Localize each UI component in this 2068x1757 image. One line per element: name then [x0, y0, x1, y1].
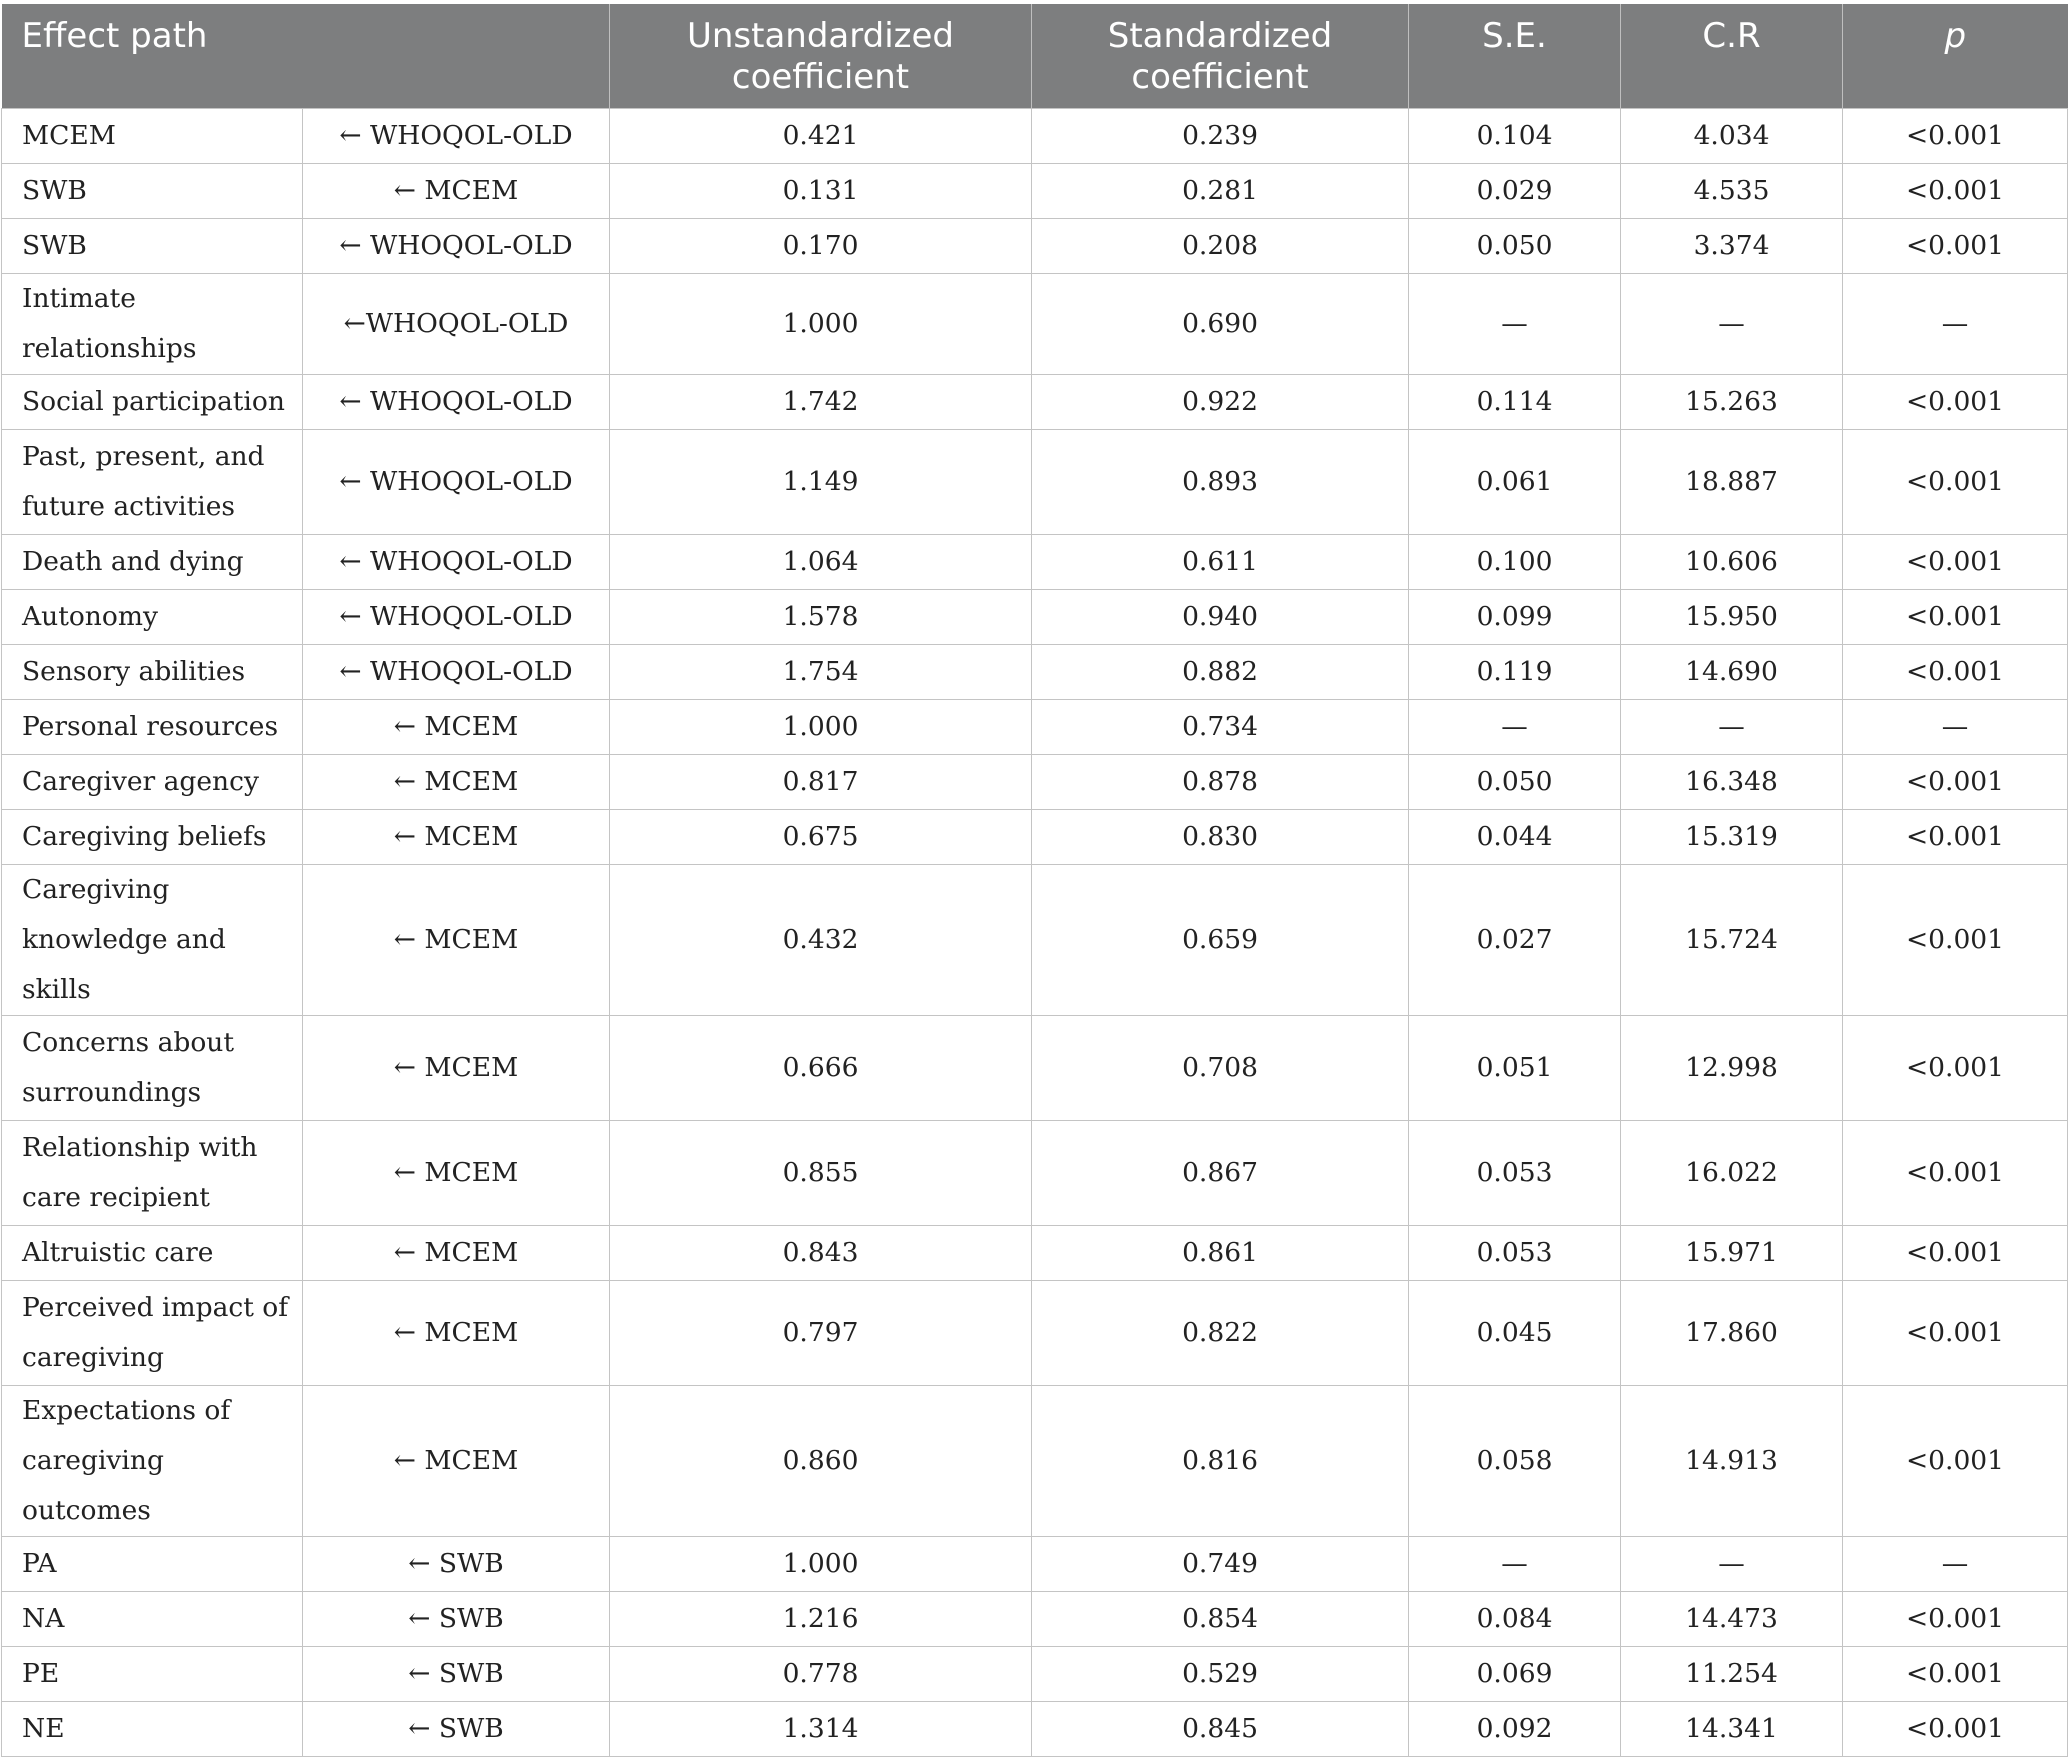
cell-effect: Personal resources: [2, 699, 303, 754]
cell-unstandardized-coefficient: 0.131: [610, 163, 1032, 218]
table-header: [2, 4, 2068, 108]
cell-standardized-coefficient: 0.749: [1032, 1536, 1409, 1591]
cell-unstandardized-coefficient: 0.817: [610, 754, 1032, 809]
cell-standard-error: 0.044: [1409, 809, 1621, 864]
cell-p-value: <0.001: [1843, 218, 2068, 273]
cell-unstandardized-coefficient: 1.000: [610, 699, 1032, 754]
cell-standardized-coefficient: 0.734: [1032, 699, 1409, 754]
cell-path: ← MCEM: [303, 1225, 610, 1280]
cell-critical-ratio: 4.034: [1621, 108, 1843, 163]
cell-standardized-coefficient: 0.845: [1032, 1701, 1409, 1756]
cell-critical-ratio: 14.473: [1621, 1591, 1843, 1646]
table-row: [2, 273, 2068, 374]
cell-critical-ratio: 15.971: [1621, 1225, 1843, 1280]
cell-p-value: <0.001: [1843, 809, 2068, 864]
cell-effect: Perceived impact of caregiving: [2, 1280, 303, 1385]
cell-effect: Caregiving knowledge and skills: [2, 864, 303, 1015]
cell-critical-ratio: 14.690: [1621, 644, 1843, 699]
cell-standard-error: 0.058: [1409, 1385, 1621, 1536]
cell-critical-ratio: —: [1621, 1536, 1843, 1591]
table-row: [2, 754, 2068, 809]
table-row: [2, 1120, 2068, 1225]
cell-effect: NA: [2, 1591, 303, 1646]
cell-standardized-coefficient: 0.861: [1032, 1225, 1409, 1280]
cell-standardized-coefficient: 0.816: [1032, 1385, 1409, 1536]
cell-path: ← WHOQOL-OLD: [303, 218, 610, 273]
cell-standard-error: 0.029: [1409, 163, 1621, 218]
cell-standard-error: 0.114: [1409, 374, 1621, 429]
table-row: [2, 1701, 2068, 1756]
table-row: [2, 1591, 2068, 1646]
cell-effect: Autonomy: [2, 589, 303, 644]
cell-path: ← WHOQOL-OLD: [303, 429, 610, 534]
cell-effect: NE: [2, 1701, 303, 1756]
cell-standardized-coefficient: 0.854: [1032, 1591, 1409, 1646]
cell-standard-error: 0.045: [1409, 1280, 1621, 1385]
cell-path: ← MCEM: [303, 163, 610, 218]
cell-critical-ratio: 3.374: [1621, 218, 1843, 273]
cell-standardized-coefficient: 0.822: [1032, 1280, 1409, 1385]
cell-path: ← MCEM: [303, 1280, 610, 1385]
cell-unstandardized-coefficient: 0.675: [610, 809, 1032, 864]
cell-standardized-coefficient: 0.882: [1032, 644, 1409, 699]
table-row: [2, 534, 2068, 589]
cell-critical-ratio: 15.319: [1621, 809, 1843, 864]
cell-p-value: —: [1843, 1536, 2068, 1591]
table-row: [2, 864, 2068, 1015]
cell-p-value: <0.001: [1843, 374, 2068, 429]
cell-standard-error: 0.100: [1409, 534, 1621, 589]
cell-critical-ratio: —: [1621, 699, 1843, 754]
cell-path: ← MCEM: [303, 864, 610, 1015]
cell-p-value: <0.001: [1843, 163, 2068, 218]
cell-p-value: <0.001: [1843, 1701, 2068, 1756]
cell-path: ← MCEM: [303, 809, 610, 864]
cell-path: ← WHOQOL-OLD: [303, 374, 610, 429]
cell-effect: Altruistic care: [2, 1225, 303, 1280]
table-row: [2, 589, 2068, 644]
cell-standardized-coefficient: 0.940: [1032, 589, 1409, 644]
table-row: [2, 163, 2068, 218]
cell-standard-error: —: [1409, 1536, 1621, 1591]
cell-p-value: —: [1843, 699, 2068, 754]
header-standardized-coefficient: Standardized coefficient: [1032, 4, 1409, 108]
cell-unstandardized-coefficient: 0.666: [610, 1015, 1032, 1120]
cell-standard-error: 0.099: [1409, 589, 1621, 644]
cell-effect: SWB: [2, 163, 303, 218]
cell-standard-error: 0.050: [1409, 218, 1621, 273]
table-body: [2, 108, 2068, 1756]
header-row: [2, 4, 2068, 108]
cell-path: ← MCEM: [303, 699, 610, 754]
cell-effect: PE: [2, 1646, 303, 1701]
cell-unstandardized-coefficient: 0.421: [610, 108, 1032, 163]
cell-standard-error: 0.061: [1409, 429, 1621, 534]
cell-path: ← WHOQOL-OLD: [303, 534, 610, 589]
cell-path: ← MCEM: [303, 1385, 610, 1536]
cell-unstandardized-coefficient: 0.778: [610, 1646, 1032, 1701]
cell-p-value: <0.001: [1843, 864, 2068, 1015]
cell-p-value: —: [1843, 273, 2068, 374]
effect-path-table: [1, 4, 2068, 1757]
cell-effect: Intimate relationships: [2, 273, 303, 374]
cell-standardized-coefficient: 0.893: [1032, 429, 1409, 534]
cell-unstandardized-coefficient: 1.149: [610, 429, 1032, 534]
cell-standardized-coefficient: 0.690: [1032, 273, 1409, 374]
cell-critical-ratio: 15.263: [1621, 374, 1843, 429]
cell-unstandardized-coefficient: 1.578: [610, 589, 1032, 644]
cell-critical-ratio: 14.341: [1621, 1701, 1843, 1756]
cell-standardized-coefficient: 0.830: [1032, 809, 1409, 864]
cell-standard-error: 0.084: [1409, 1591, 1621, 1646]
cell-effect: Concerns about surroundings: [2, 1015, 303, 1120]
cell-standardized-coefficient: 0.281: [1032, 163, 1409, 218]
cell-standardized-coefficient: 0.922: [1032, 374, 1409, 429]
cell-critical-ratio: 18.887: [1621, 429, 1843, 534]
cell-unstandardized-coefficient: 0.432: [610, 864, 1032, 1015]
cell-standardized-coefficient: 0.708: [1032, 1015, 1409, 1120]
cell-effect: Sensory abilities: [2, 644, 303, 699]
cell-effect: Social participation: [2, 374, 303, 429]
cell-path: ← WHOQOL-OLD: [303, 589, 610, 644]
table-row: [2, 1646, 2068, 1701]
cell-unstandardized-coefficient: 1.314: [610, 1701, 1032, 1756]
table-row: [2, 1536, 2068, 1591]
cell-effect: Expectations of caregiving outcomes: [2, 1385, 303, 1536]
header-unstandardized-coefficient: Unstandardized coefficient: [610, 4, 1032, 108]
cell-effect: Death and dying: [2, 534, 303, 589]
cell-path: ← MCEM: [303, 1015, 610, 1120]
cell-p-value: <0.001: [1843, 108, 2068, 163]
cell-critical-ratio: 17.860: [1621, 1280, 1843, 1385]
table-row: [2, 644, 2068, 699]
cell-critical-ratio: —: [1621, 273, 1843, 374]
cell-path: ← SWB: [303, 1701, 610, 1756]
table-row: [2, 218, 2068, 273]
cell-effect: PA: [2, 1536, 303, 1591]
cell-path: ← SWB: [303, 1591, 610, 1646]
cell-unstandardized-coefficient: 0.170: [610, 218, 1032, 273]
cell-unstandardized-coefficient: 0.860: [610, 1385, 1032, 1536]
cell-standardized-coefficient: 0.239: [1032, 108, 1409, 163]
table-row: [2, 1015, 2068, 1120]
cell-effect: Caregiving beliefs: [2, 809, 303, 864]
table-row: [2, 374, 2068, 429]
table-row: [2, 1385, 2068, 1536]
cell-critical-ratio: 16.022: [1621, 1120, 1843, 1225]
cell-p-value: <0.001: [1843, 589, 2068, 644]
cell-standard-error: 0.027: [1409, 864, 1621, 1015]
header-standard-error: S.E.: [1409, 4, 1621, 108]
cell-unstandardized-coefficient: 1.754: [610, 644, 1032, 699]
cell-p-value: <0.001: [1843, 534, 2068, 589]
cell-effect: Caregiver agency: [2, 754, 303, 809]
cell-path: ← SWB: [303, 1646, 610, 1701]
header-p-value: p: [1843, 4, 2068, 108]
table-row: [2, 1225, 2068, 1280]
cell-path: ← MCEM: [303, 754, 610, 809]
cell-unstandardized-coefficient: 0.843: [610, 1225, 1032, 1280]
cell-p-value: <0.001: [1843, 1646, 2068, 1701]
cell-standardized-coefficient: 0.529: [1032, 1646, 1409, 1701]
cell-critical-ratio: 14.913: [1621, 1385, 1843, 1536]
cell-standardized-coefficient: 0.659: [1032, 864, 1409, 1015]
cell-path: ← WHOQOL-OLD: [303, 108, 610, 163]
cell-standard-error: 0.053: [1409, 1225, 1621, 1280]
cell-critical-ratio: 12.998: [1621, 1015, 1843, 1120]
cell-effect: Relationship with care recipient: [2, 1120, 303, 1225]
cell-critical-ratio: 11.254: [1621, 1646, 1843, 1701]
cell-unstandardized-coefficient: 1.742: [610, 374, 1032, 429]
cell-effect: Past, present, and future activities: [2, 429, 303, 534]
cell-effect: MCEM: [2, 108, 303, 163]
cell-standard-error: —: [1409, 273, 1621, 374]
cell-path: ← SWB: [303, 1536, 610, 1591]
cell-unstandardized-coefficient: 1.216: [610, 1591, 1032, 1646]
cell-standard-error: 0.069: [1409, 1646, 1621, 1701]
cell-path: ←WHOQOL-OLD: [303, 273, 610, 374]
cell-standard-error: —: [1409, 699, 1621, 754]
table-row: [2, 429, 2068, 534]
table-row: [2, 1280, 2068, 1385]
cell-standard-error: 0.053: [1409, 1120, 1621, 1225]
table-row: [2, 809, 2068, 864]
cell-critical-ratio: 10.606: [1621, 534, 1843, 589]
cell-p-value: <0.001: [1843, 754, 2068, 809]
cell-p-value: <0.001: [1843, 429, 2068, 534]
cell-critical-ratio: 15.950: [1621, 589, 1843, 644]
cell-unstandardized-coefficient: 0.797: [610, 1280, 1032, 1385]
cell-path: ← MCEM: [303, 1120, 610, 1225]
cell-critical-ratio: 16.348: [1621, 754, 1843, 809]
table-row: [2, 108, 2068, 163]
cell-standardized-coefficient: 0.208: [1032, 218, 1409, 273]
cell-unstandardized-coefficient: 0.855: [610, 1120, 1032, 1225]
cell-critical-ratio: 4.535: [1621, 163, 1843, 218]
cell-standard-error: 0.119: [1409, 644, 1621, 699]
header-critical-ratio: C.R: [1621, 4, 1843, 108]
cell-p-value: <0.001: [1843, 1225, 2068, 1280]
cell-critical-ratio: 15.724: [1621, 864, 1843, 1015]
cell-standard-error: 0.051: [1409, 1015, 1621, 1120]
cell-p-value: <0.001: [1843, 1280, 2068, 1385]
cell-path: ← WHOQOL-OLD: [303, 644, 610, 699]
cell-standardized-coefficient: 0.878: [1032, 754, 1409, 809]
cell-p-value: <0.001: [1843, 644, 2068, 699]
header-effect-path: Effect path: [2, 4, 610, 108]
cell-p-value: <0.001: [1843, 1015, 2068, 1120]
cell-standard-error: 0.104: [1409, 108, 1621, 163]
cell-p-value: <0.001: [1843, 1120, 2068, 1225]
cell-standardized-coefficient: 0.611: [1032, 534, 1409, 589]
cell-p-value: <0.001: [1843, 1591, 2068, 1646]
cell-standard-error: 0.092: [1409, 1701, 1621, 1756]
cell-standardized-coefficient: 0.867: [1032, 1120, 1409, 1225]
cell-standard-error: 0.050: [1409, 754, 1621, 809]
table-row: [2, 699, 2068, 754]
cell-unstandardized-coefficient: 1.000: [610, 273, 1032, 374]
cell-effect: SWB: [2, 218, 303, 273]
cell-unstandardized-coefficient: 1.064: [610, 534, 1032, 589]
cell-unstandardized-coefficient: 1.000: [610, 1536, 1032, 1591]
cell-p-value: <0.001: [1843, 1385, 2068, 1536]
